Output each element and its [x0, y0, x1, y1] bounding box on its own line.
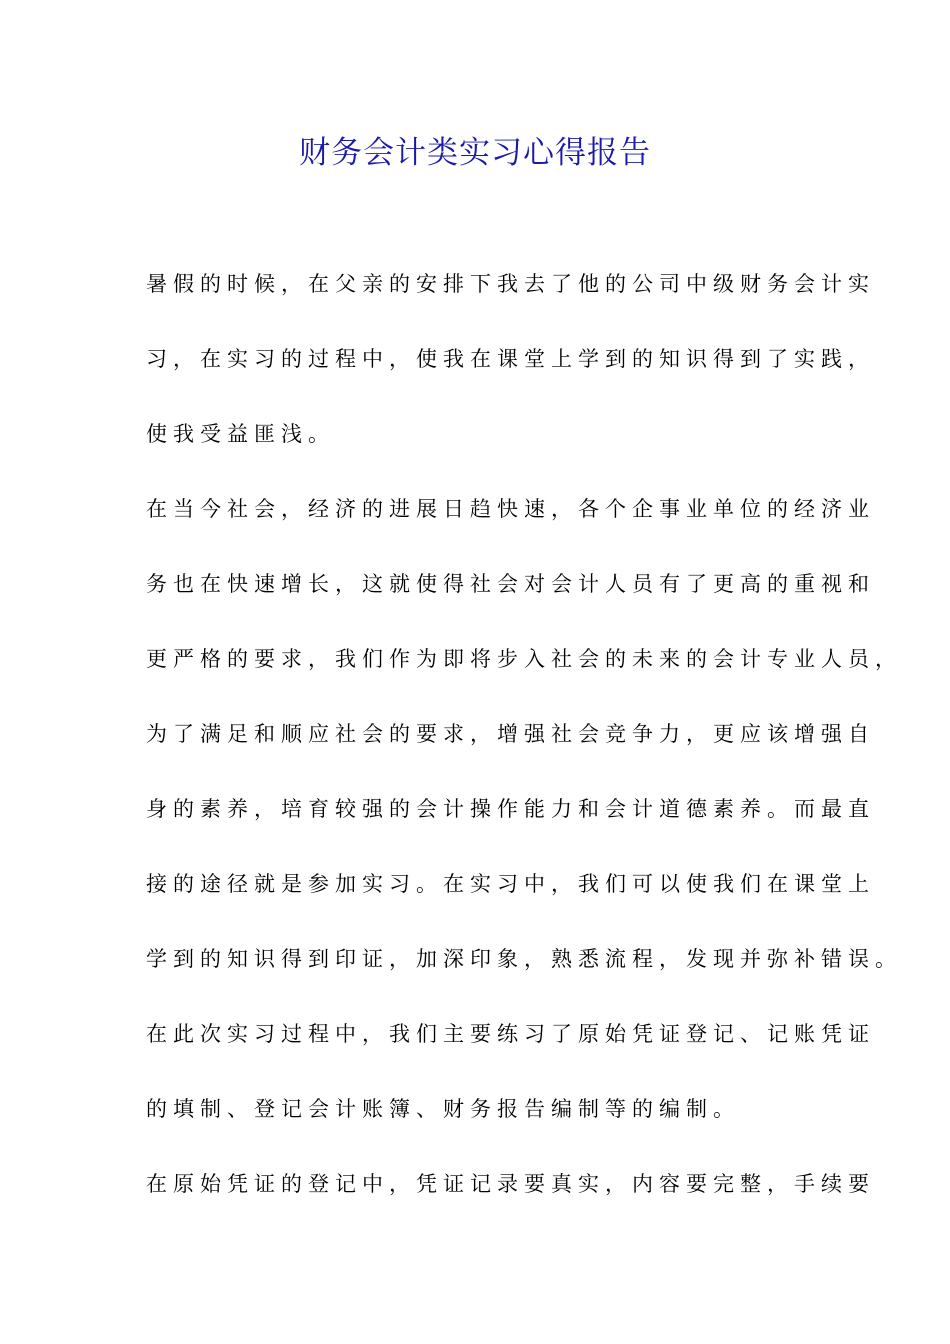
body-line-6: 更严格的要求，我们作为即将步入社会的未来的会计专业人员， [146, 647, 902, 671]
body-line-2: 习，在实习的过程中，使我在课堂上学到的知识得到了实践， [146, 347, 875, 371]
body-line-9: 接的途径就是参加实习。在实习中，我们可以使我们在课堂上 [146, 872, 875, 896]
body-line-11: 在此次实习过程中，我们主要练习了原始凭证登记、记账凭证 [146, 1022, 875, 1046]
body-line-5: 务也在快速增长，这就使得社会对会计人员有了更高的重视和 [146, 572, 875, 596]
body-line-3: 使我受益匪浅。 [146, 422, 335, 446]
body-line-10: 学到的知识得到印证，加深印象，熟悉流程，发现并弥补错误。 [146, 947, 902, 971]
body-line-4: 在当今社会，经济的进展日趋快速，各个企事业单位的经济业 [146, 497, 875, 521]
document-title: 财务会计类实习心得报告 [299, 135, 651, 171]
body-line-1: 暑假的时候，在父亲的安排下我去了他的公司中级财务会计实 [146, 272, 875, 296]
body-line-8: 身的素养，培育较强的会计操作能力和会计道德素养。而最直 [146, 797, 875, 821]
body-line-7: 为了满足和顺应社会的要求，增强社会竞争力，更应该增强自 [146, 722, 875, 746]
body-line-13: 在原始凭证的登记中，凭证记录要真实，内容要完整，手续要 [146, 1172, 875, 1196]
body-line-12: 的填制、登记会计账簿、财务报告编制等的编制。 [146, 1097, 740, 1121]
